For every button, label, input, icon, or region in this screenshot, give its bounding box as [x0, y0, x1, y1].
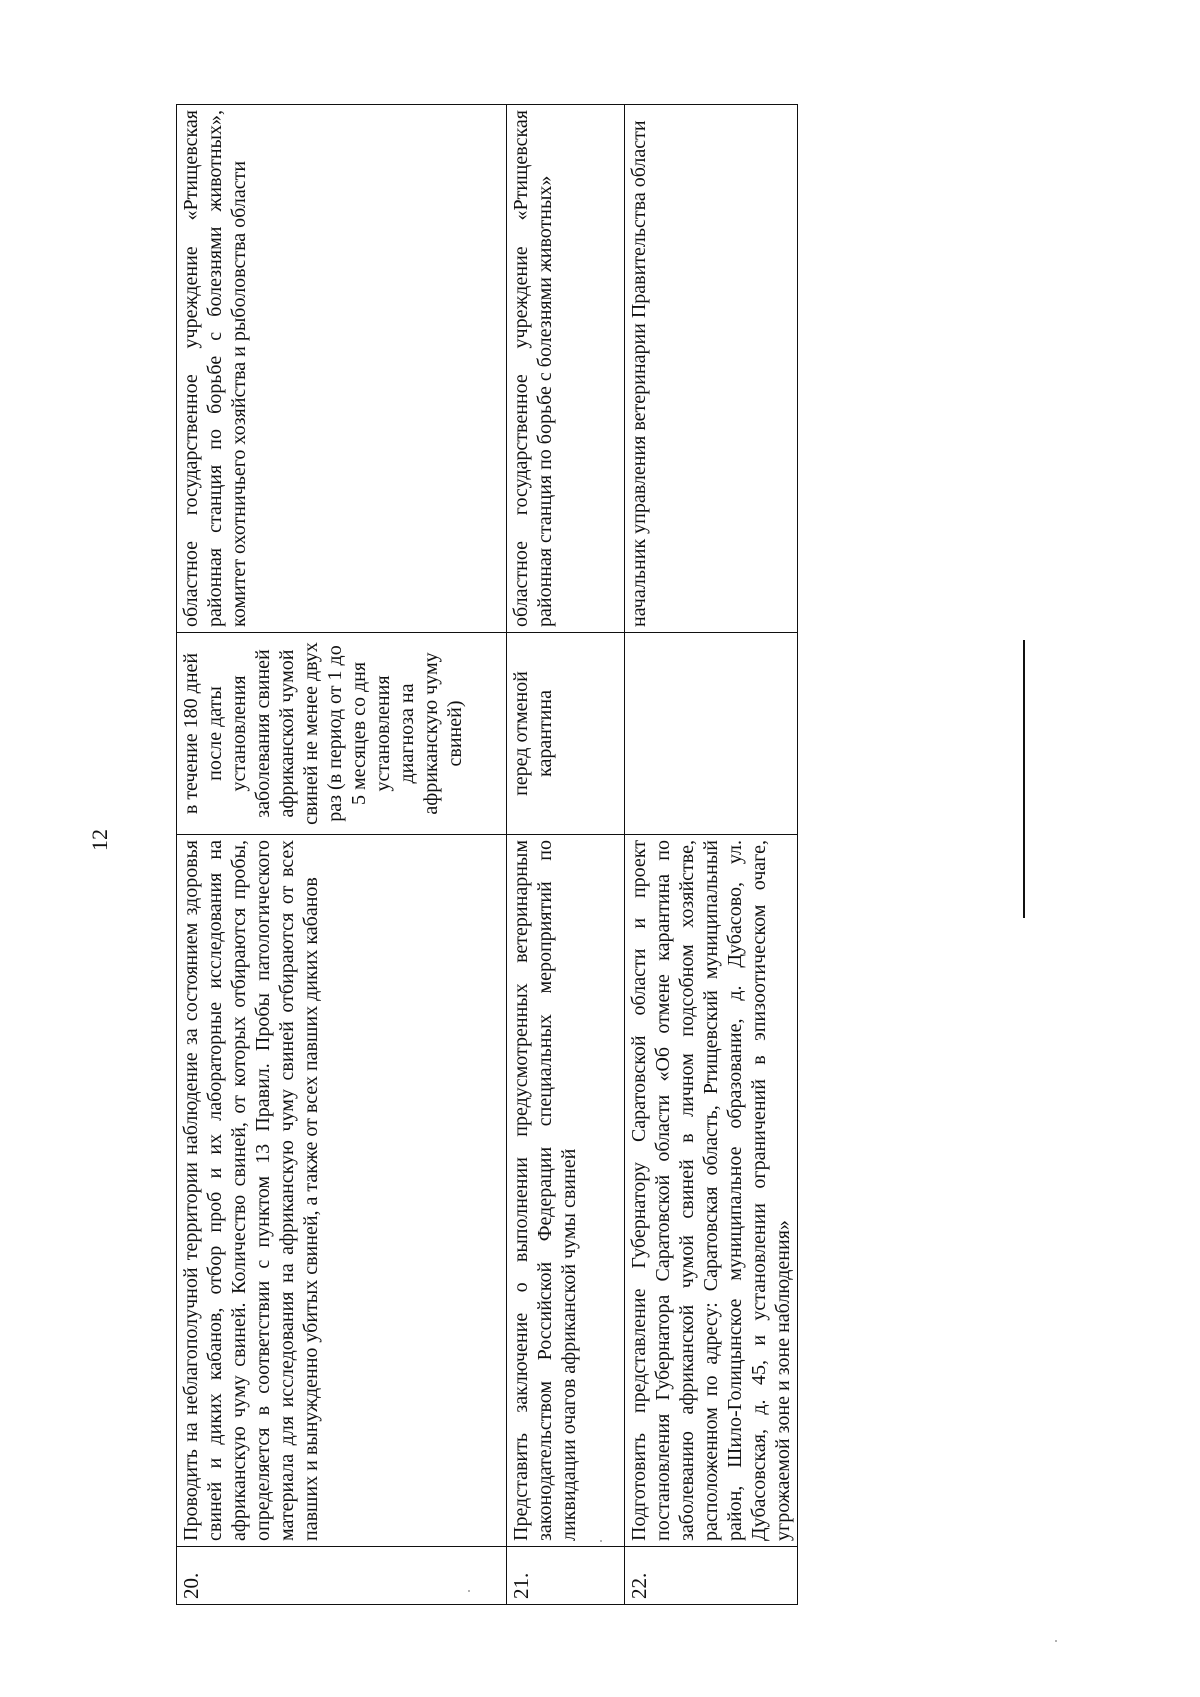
table-row	[177, 105, 507, 1605]
measures-table	[176, 104, 798, 1605]
scan-speck	[600, 1540, 602, 1542]
row-term: в течение 180 дней после даты установления заболевания свиней африканской чумой свиней не менее двух раз (в период от 1 до 5 месяцев со дня установления диагноза на африканскую чуму свиней)	[177, 633, 507, 835]
rotated-page	[176, 105, 794, 1605]
separator-line	[1023, 640, 1025, 918]
scan-speck	[468, 1590, 470, 1592]
page-number: 12	[87, 829, 112, 851]
table-row	[507, 105, 625, 1605]
row-number: 21.	[507, 1547, 625, 1605]
scan-speck	[1055, 1640, 1057, 1642]
row-number: 22.	[625, 1547, 798, 1605]
row-action: Подготовить представление Губернатору Саратовской области и проект постановления Губернатора Саратовской области «Об отмене карантина по заболеванию африканской чумой свиней в личном подсобном хозяйстве, расположенном по адресу: Саратовская область, Ртищевский муниципальный район, Шило-Голицынское муниципальное образование, д. Дубасово, ул. Дубасовская, д. 45, и установлении ограничений в эпизоотическом очаге, угрожаемой зоне и зоне наблюдения»	[625, 835, 798, 1547]
row-action: Проводить на неблагополучной территории наблюдение за состоянием здоровья свиней и диких кабанов, отбор проб и их лабораторные исследования на африканскую чуму свиней. Количество свиней, от которых отбираются пробы, определяется в соответствии с пунктом 13 Правил. Пробы патологического материала для исследования на африканскую чуму свиней отбираются от всех павших и вынужденно убитых свиней, а также от всех павших диких кабанов	[177, 835, 507, 1547]
row-responsible: областное государственное учреждение «Ртищевская районная станция по борьбе с болезнями животных»	[507, 105, 625, 633]
row-term: перед отменой карантина	[507, 633, 625, 835]
table-row	[625, 105, 798, 1605]
row-term	[625, 633, 798, 835]
row-number: 20.	[177, 1547, 507, 1605]
row-responsible: начальник управления ветеринарии Правительства области	[625, 105, 798, 633]
row-action: Представить заключение о выполнении предусмотренных ветеринарным законодательством Российской Федерации специальных мероприятий по ликвидации очагов африканской чумы свиней	[507, 835, 625, 1547]
row-responsible: областное государственное учреждение «Ртищевская районная станция по борьбе с болезнями животных», комитет охотничьего хозяйства и рыболовства области	[177, 105, 507, 633]
